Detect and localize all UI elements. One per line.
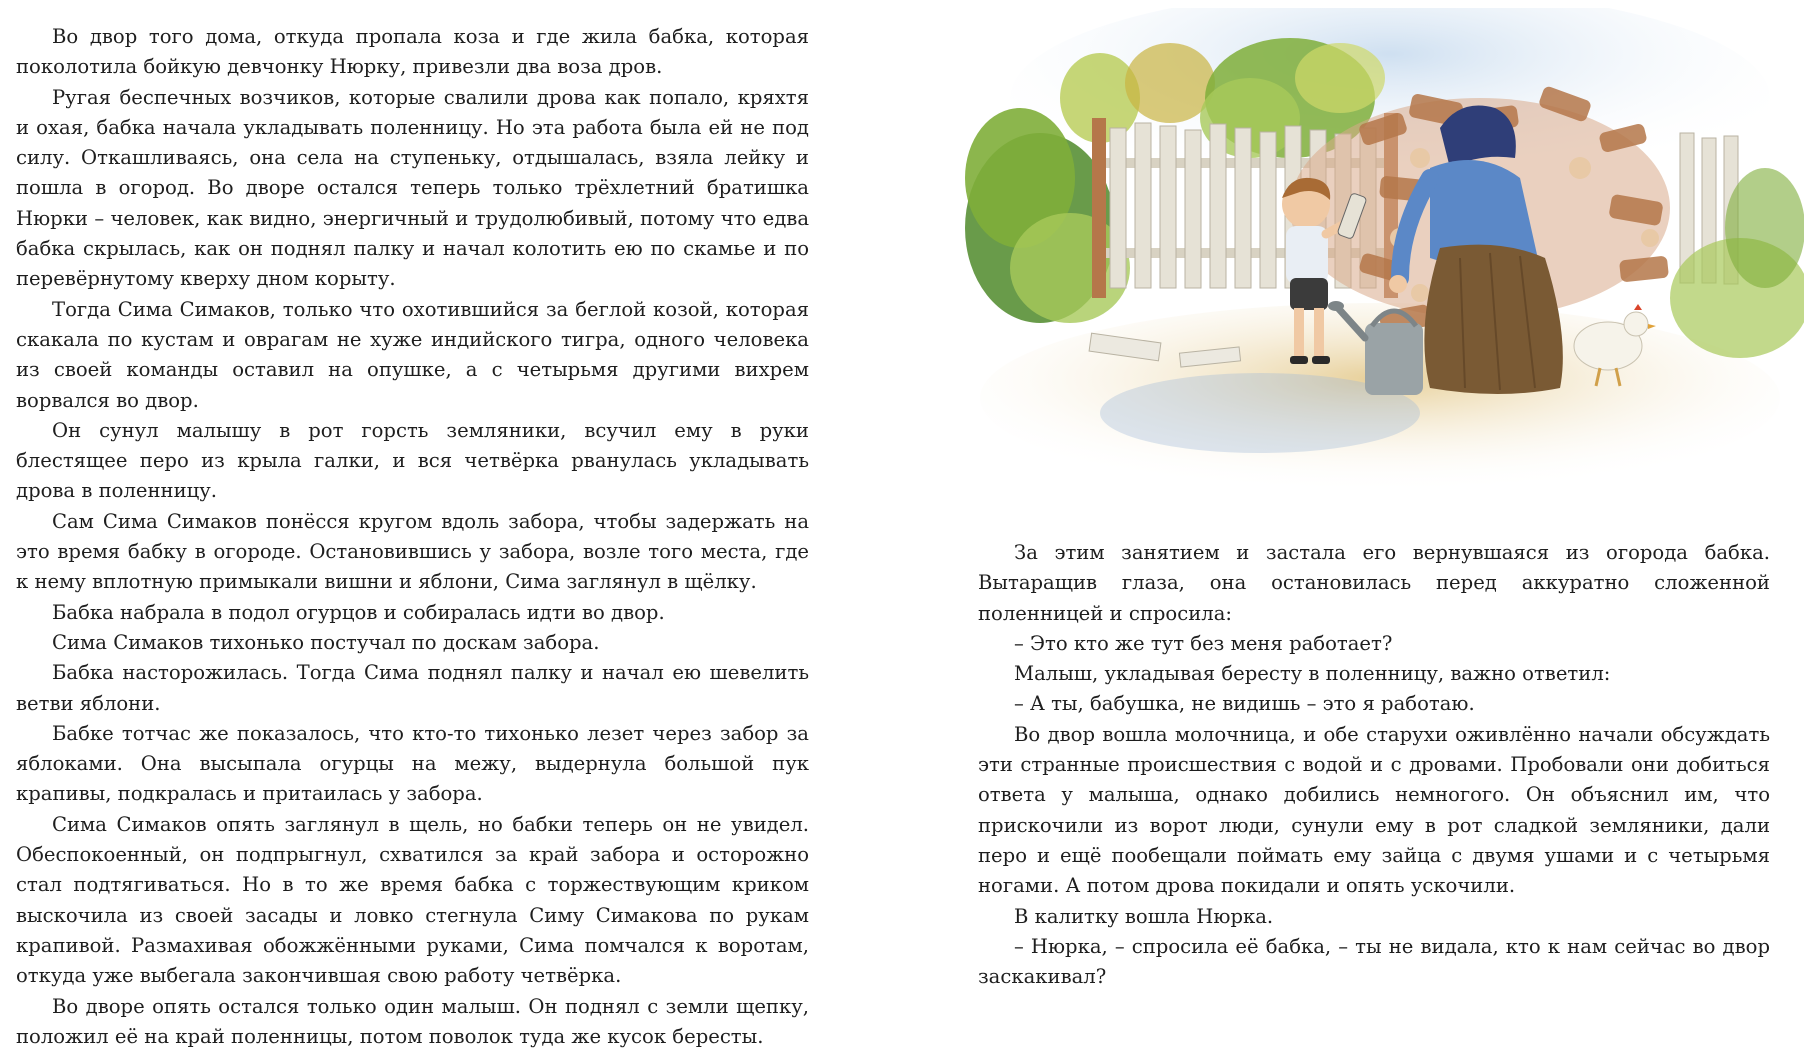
paragraph: – А ты, бабушка, не видишь – это я работаю. xyxy=(978,689,1770,719)
paragraph: Малыш, укладывая бересту в поленницу, важно ответил: xyxy=(978,659,1770,689)
paragraph: В калитку вошла Нюрка. xyxy=(978,902,1770,932)
paragraph: За этим занятием и застала его вернувшаяся из огорода бабка. Вытаращив глаза, она остановилась перед аккуратно сложенной поленницей и спросила: xyxy=(978,538,1770,629)
paragraph: Во дворе опять остался только один малыш. Он поднял с земли щепку, положил её на край поленницы, потом поволок туда же кусок бересты. xyxy=(16,992,809,1052)
paragraph: Во двор вошла молочница, и обе старухи оживлённо начали обсуждать эти странные происшествия с водой и с дровами. Пробовали они добиться ответа у малыша, однако добились немногого. Он объяснил им, что прискочили из ворот люди, сунули ему в рот сладкой земляники, дали перо и ещё пообещали поймать ему зайца с двумя ушами и с четырьмя ногами. А потом дрова покидали и опять ускочили. xyxy=(978,720,1770,902)
left-page-text xyxy=(16,22,809,1052)
paragraph: Ругая беспечных возчиков, которые свалили дрова как попало, кряхтя и охая, бабка начала укладывать поленницу. Но эта работа была ей не под силу. Откашливаясь, она села на ступеньку, отдышалась, взяла лейку и пошла в огород. Во дворе остался теперь только трёхлетний братишка Нюрки – человек, как видно, энергичный и трудолюбивый, потому что едва бабка скрылась, как он поднял палку и начал колотить ею по скамье и по перевёрнутому кверху дном корыту. xyxy=(16,83,809,295)
left-page xyxy=(0,0,830,996)
paragraph: Бабка набрала в подол огурцов и собиралась идти во двор. xyxy=(16,598,809,628)
paragraph: Тогда Сима Симаков, только что охотившийся за беглой козой, которая скакала по кустам и оврагам не хуже индийского тигра, одного человека из своей команды оставил на опушке, а с четырьмя другими вихрем ворвался во двор. xyxy=(16,295,809,416)
paragraph: – Нюрка, – спросила её бабка, – ты не видала, кто к нам сейчас во двор заскакивал? xyxy=(978,932,1770,993)
right-page xyxy=(960,0,1804,996)
paragraph: Во двор того дома, откуда пропала коза и где жила бабка, которая поколотила бойкую девчонку Нюрку, привезли два воза дров. xyxy=(16,22,809,83)
watercolor-illustration xyxy=(960,8,1804,508)
paragraph: – Это кто же тут без меня работает? xyxy=(978,629,1770,659)
paragraph: Бабке тотчас же показалось, что кто-то тихонько лезет через забор за яблоками. Она высыпала огурцы на межу, выдернула большой пук крапивы, подкралась и притаилась у забора. xyxy=(16,719,809,810)
right-page-text xyxy=(978,538,1770,992)
paragraph: Сима Симаков тихонько постучал по доскам забора. xyxy=(16,628,809,658)
yard-scene-image xyxy=(960,8,1804,508)
paragraph: Он сунул малышу в рот горсть земляники, всучил ему в руки блестящее перо из крыла галки, и вся четвёрка рванулась укладывать дрова в поленницу. xyxy=(16,416,809,507)
paragraph: Сима Симаков опять заглянул в щель, но бабки теперь он не увидел. Обеспокоенный, он подпрыгнул, схватился за край забора и осторожно стал подтягиваться. Но в то же время бабка с торжествующим криком выскочила из своей засады и ловко стегнула Симу Симакова по рукам крапивой. Размахивая обожжёнными руками, Сима помчался к воротам, откуда уже выбегала закончившая свою работу четвёрка. xyxy=(16,810,809,992)
paragraph: Сам Сима Симаков понёсся кругом вдоль забора, чтобы задержать на это время бабку в огороде. Остановившись у забора, возле того места, где к нему вплотную примыкали вишни и яблони, Сима заглянул в щёлку. xyxy=(16,507,809,598)
paragraph: Бабка насторожилась. Тогда Сима поднял палку и начал ею шевелить ветви яблони. xyxy=(16,658,809,719)
